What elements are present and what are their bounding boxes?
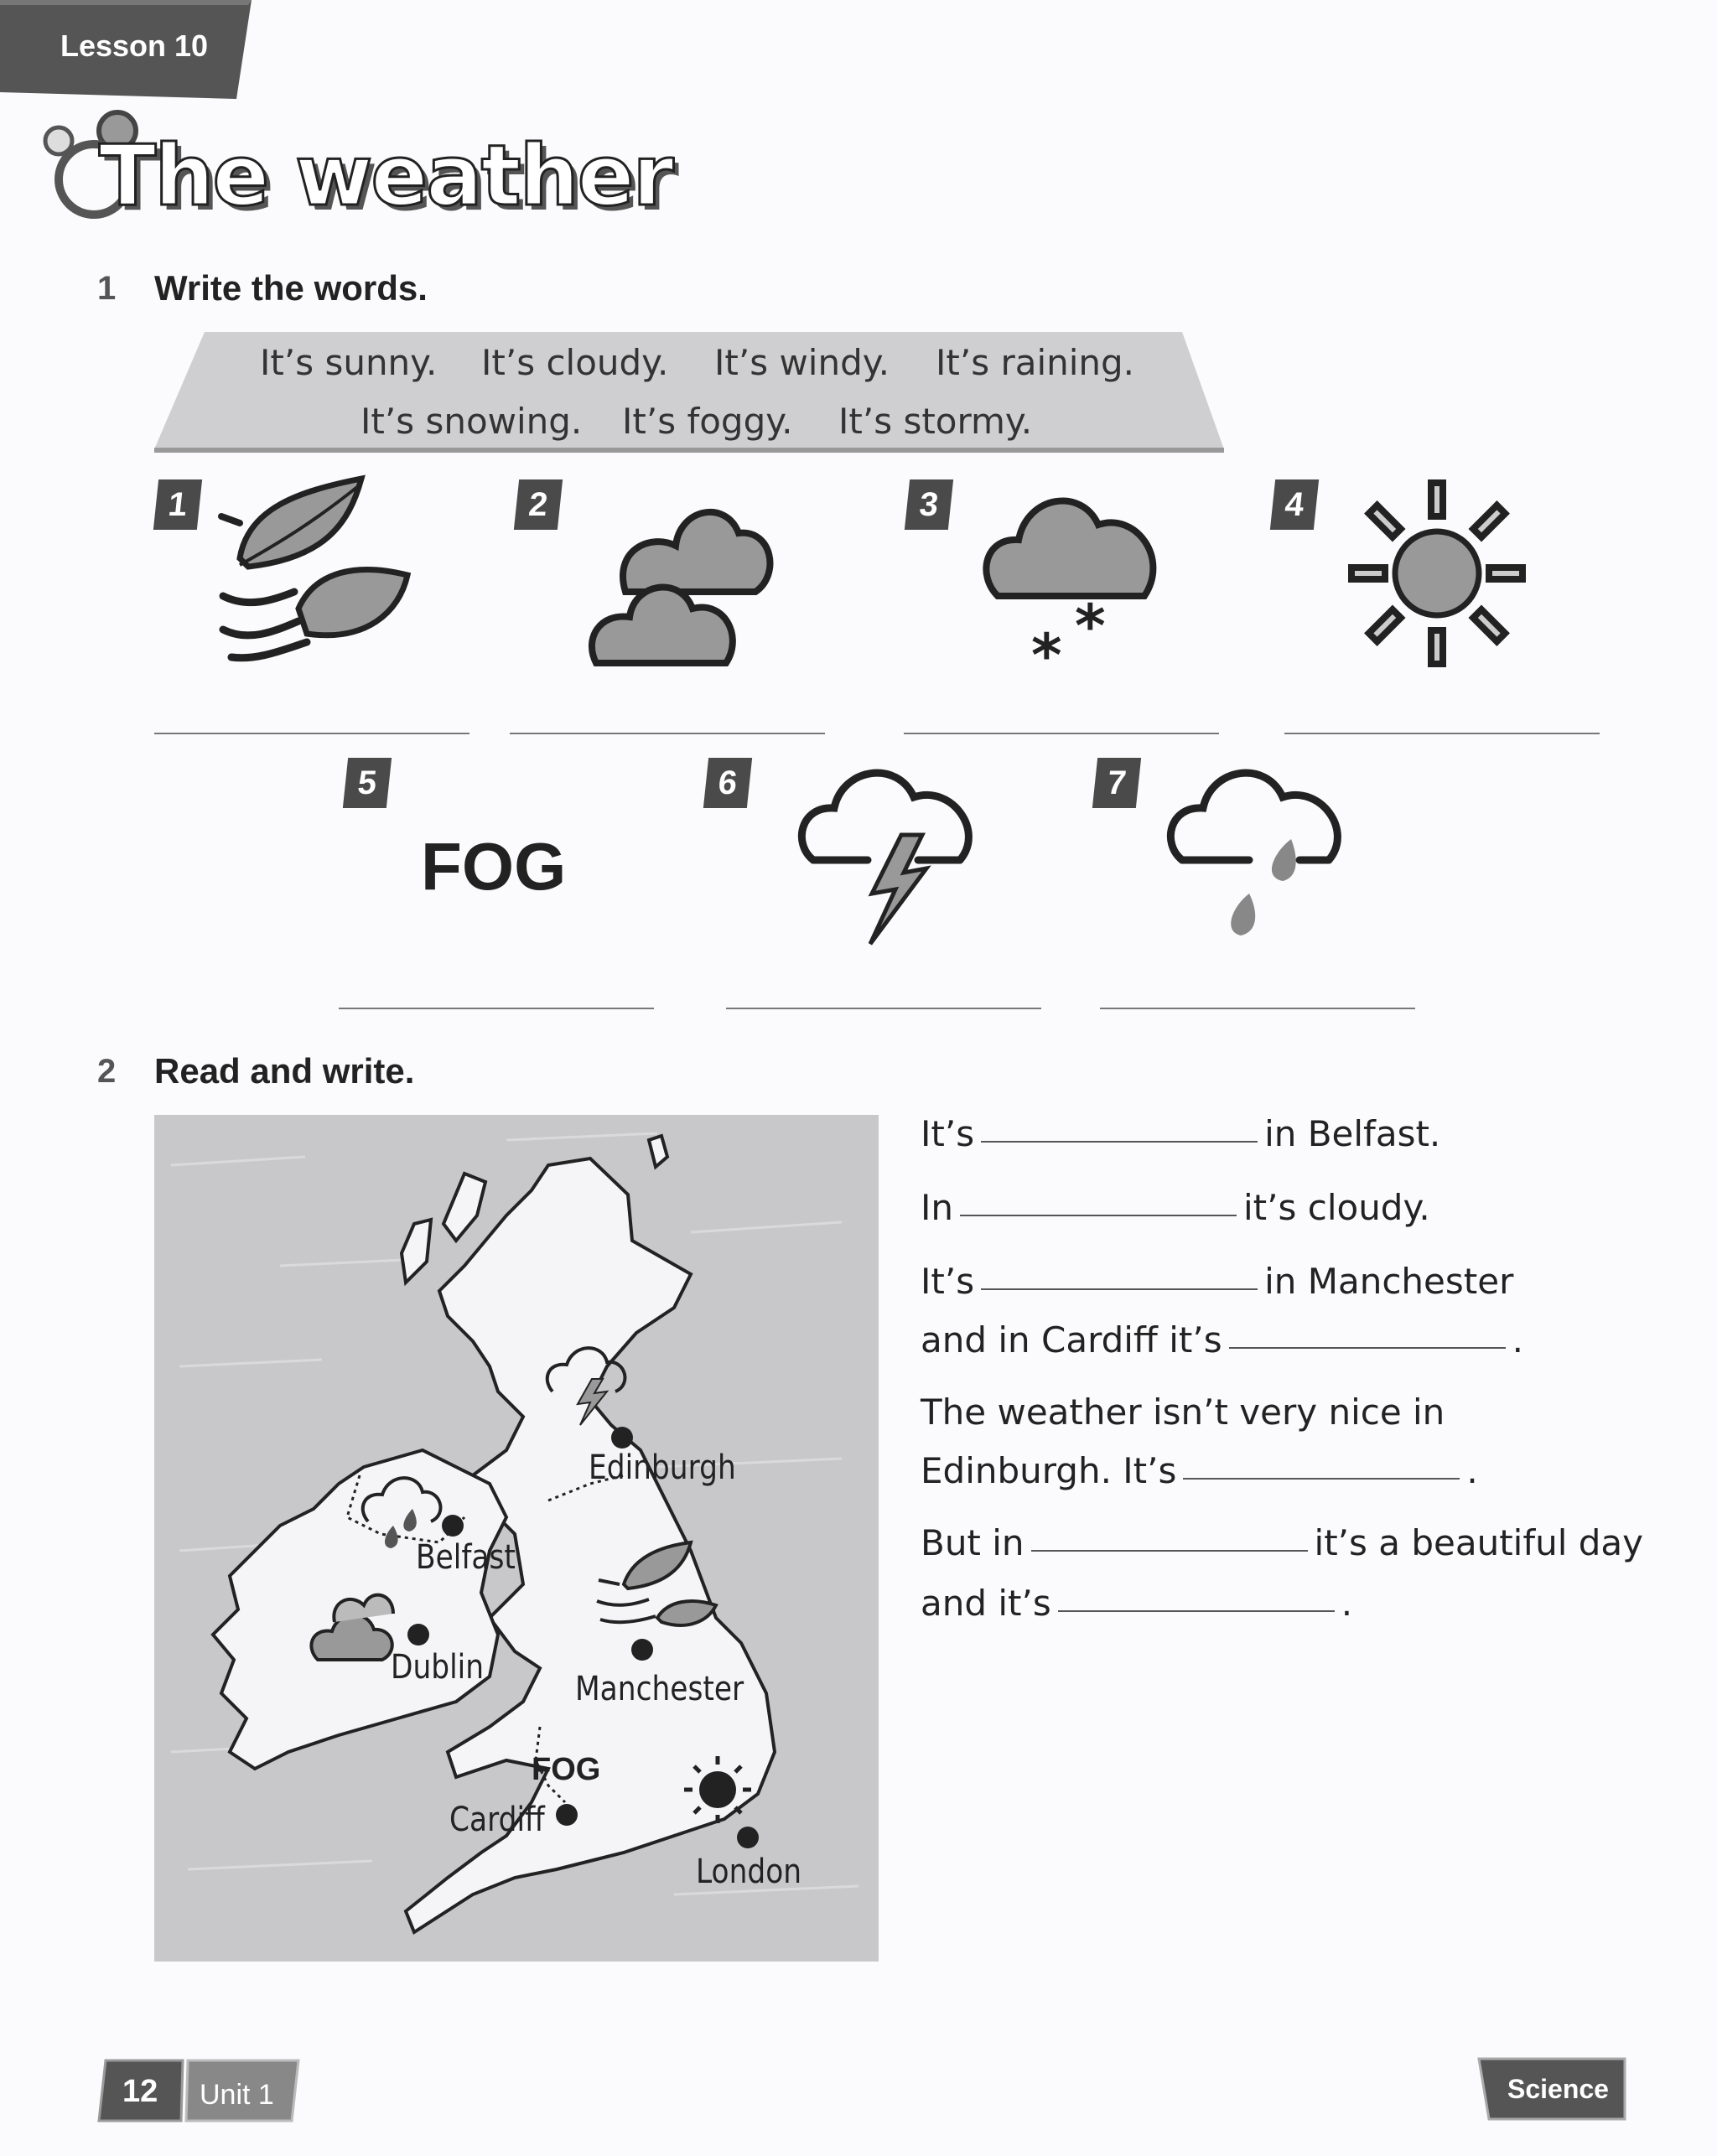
sentence-text: and it’s <box>921 1583 1051 1624</box>
sentence-8 <box>921 1583 1352 1624</box>
answer-line-5[interactable] <box>339 1008 654 1009</box>
sentence-text: in Manchester <box>1264 1261 1514 1302</box>
sentence-2 <box>921 1187 1430 1228</box>
exercise-2-number: 2 <box>97 1053 117 1090</box>
sentence-text: . <box>1466 1450 1478 1491</box>
answer-blank[interactable] <box>1183 1478 1460 1480</box>
word-foggy: It’s foggy. <box>622 401 793 442</box>
map-label-dublin: Dublin <box>391 1648 485 1687</box>
sentence-text: But in <box>921 1522 1024 1563</box>
answer-blank[interactable] <box>981 1288 1258 1290</box>
sentence-4 <box>921 1319 1523 1360</box>
sentence-text: and in Cardiff it’s <box>921 1319 1222 1360</box>
sentence-text: it’s a beautiful day <box>1314 1522 1644 1563</box>
exercise-1-instruction: Write the words. <box>154 268 428 308</box>
unit-label: Unit 1 <box>200 2079 274 2111</box>
word-windy: It’s windy. <box>714 342 890 383</box>
answer-blank[interactable] <box>1229 1347 1506 1349</box>
answer-blank[interactable] <box>1031 1550 1308 1552</box>
word-stormy: It’s stormy. <box>838 401 1033 442</box>
sentence-text: In <box>921 1187 954 1228</box>
fog-icon: FOG <box>421 829 567 904</box>
page-number: 12 <box>122 2074 158 2109</box>
item-number: 1 <box>153 479 202 530</box>
sentence-3 <box>921 1261 1513 1302</box>
sentence-text: it’s cloudy. <box>1243 1187 1430 1228</box>
sun-icon <box>1345 474 1529 667</box>
item-number: 2 <box>514 479 563 530</box>
sentence-text: It’s <box>921 1113 975 1154</box>
map-label-manchester: Manchester <box>575 1670 744 1708</box>
exercise-1-number: 1 <box>97 270 117 307</box>
lesson-label: Lesson 10 <box>60 29 209 63</box>
sentence-7 <box>921 1522 1643 1563</box>
answer-line-7[interactable] <box>1100 1008 1415 1009</box>
wind-leaves-icon <box>215 474 416 667</box>
item-number: 7 <box>1092 758 1141 808</box>
snow-cloud-icon <box>973 474 1174 676</box>
answer-line-3[interactable] <box>904 733 1219 734</box>
item-number: 6 <box>703 758 752 808</box>
edinburgh-dot <box>611 1427 633 1449</box>
sentence-5: The weather isn’t very nice in <box>921 1392 1445 1433</box>
london-dot <box>737 1827 759 1848</box>
map-label-cardiff: Cardiff <box>449 1801 545 1839</box>
sentence-text: . <box>1512 1319 1523 1360</box>
answer-line-2[interactable] <box>510 733 825 734</box>
dublin-dot <box>407 1624 429 1646</box>
sentence-text: in Belfast. <box>1264 1113 1441 1154</box>
sentence-1 <box>921 1113 1440 1154</box>
sentence-text: . <box>1341 1583 1353 1624</box>
item-number: 3 <box>905 479 953 530</box>
answer-line-4[interactable] <box>1284 733 1600 734</box>
storm-cloud-icon <box>788 751 989 952</box>
svg-text:*: * <box>1075 592 1106 661</box>
answer-blank[interactable] <box>981 1141 1258 1143</box>
cardiff-dot <box>556 1804 578 1826</box>
answer-blank[interactable] <box>1058 1610 1335 1612</box>
map-label-fog: FOG <box>532 1752 601 1787</box>
answer-line-6[interactable] <box>726 1008 1041 1009</box>
sentence-text: It’s <box>921 1261 975 1302</box>
manchester-dot <box>631 1639 653 1661</box>
clouds-icon <box>584 474 785 676</box>
rain-cloud-icon <box>1157 751 1358 952</box>
exercise-2-instruction: Read and write. <box>154 1051 415 1091</box>
sentence-text: Edinburgh. It’s <box>921 1450 1177 1491</box>
word-cloudy: It’s cloudy. <box>481 342 669 383</box>
map-label-london: London <box>696 1853 802 1891</box>
map-label-edinburgh: Edinburgh <box>589 1449 736 1487</box>
item-number: 5 <box>343 758 392 808</box>
svg-text:*: * <box>1031 621 1062 676</box>
answer-blank[interactable] <box>960 1215 1237 1216</box>
item-number: 4 <box>1270 479 1319 530</box>
belfast-dot <box>442 1515 464 1537</box>
answer-line-1[interactable] <box>154 733 469 734</box>
word-snowing: It’s snowing. <box>361 401 583 442</box>
sentence-6 <box>921 1450 1478 1491</box>
word-raining: It’s raining. <box>936 342 1135 383</box>
word-sunny: It’s sunny. <box>260 342 438 383</box>
map-label-belfast: Belfast <box>416 1538 516 1577</box>
weather-map <box>154 1115 879 1962</box>
page-title: The weather <box>99 127 672 225</box>
subject-label: Science <box>1507 2074 1609 2104</box>
